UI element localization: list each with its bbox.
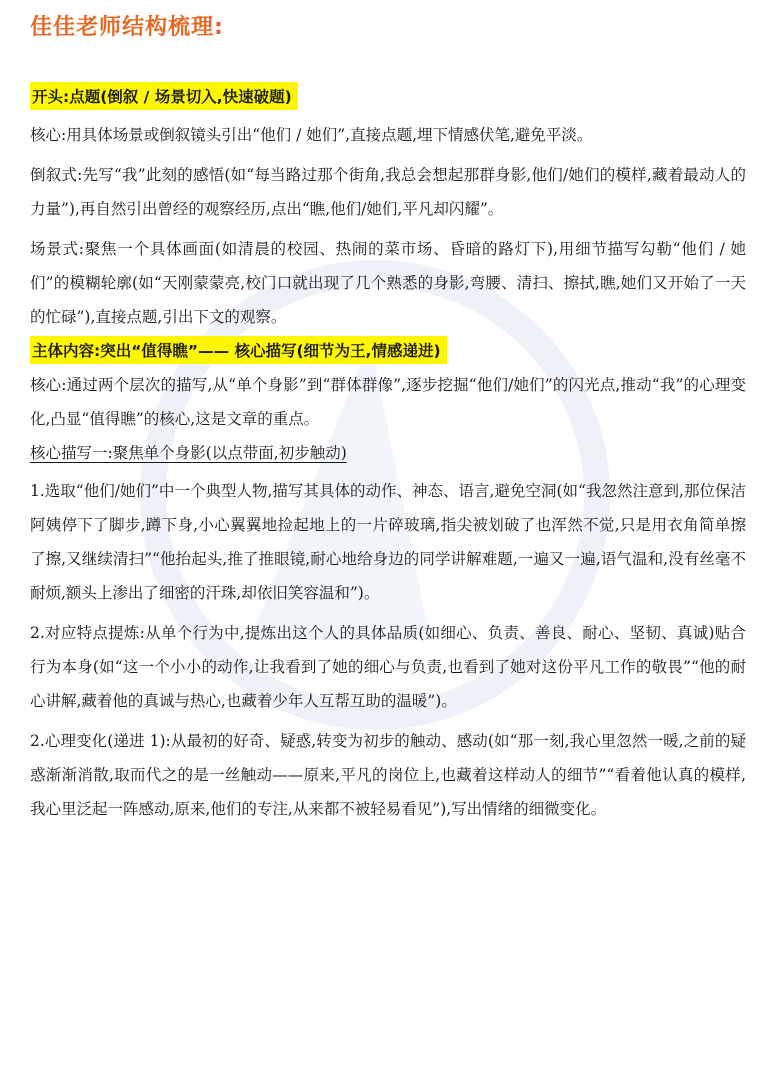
paragraph: 场景式:聚焦一个具体画面(如清晨的校园、热闹的菜市场、昏暗的路灯下),用细节描写勾勒“他们 / 她们”的模糊轮廓(如“天刚蒙蒙亮,校门口就出现了几个熟悉的身影,弯腰、清扫、擦拭,瞧,她们又开始了一天的忙碌”),直接点题,引出下文的观察。 — [30, 240, 746, 326]
section-body — [30, 336, 746, 826]
list-item: 2.心理变化(递进 1):从最初的好奇、疑惑,转变为初步的触动、感动(如“那一刻,我心里忽然一暖,之前的疑惑渐渐消散,取而代之的是一丝触动——原来,平凡的岗位上,也藏着这样动人的细节”“看着他认真的模样,我心里泛起一阵感动,原来,他们的专注,从来都不被轻易看见”),写出情绪的细微变化。 — [30, 732, 746, 818]
page-title: 佳佳老师结构梳理: — [30, 15, 224, 40]
list-item: 1.选取“他们/她们”中一个典型人物,描写其具体的动作、神态、语言,避免空洞(如“我忽然注意到,那位保洁阿姨停下了脚步,蹲下身,小心翼翼地捡起地上的一片碎玻璃,指尖被划破了也浑然不觉,只是用衣角简单擦了擦,又继续清扫”“他抬起头,推了推眼镜,耐心地给身边的同学讲解难题,一遍又一遍,语气温和,没有丝毫不耐烦,额头上渗出了细密的汗珠,却依旧笑容温和”)。 — [30, 482, 746, 602]
section-opening — [30, 82, 746, 334]
paragraph: 倒叙式:先写“我”此刻的感悟(如“每当路过那个街角,我总会想起那群身影,他们/她们的模样,藏着最动人的力量”),再自然引出曾经的观察经历,点出“瞧,他们/她们,平凡却闪耀”。 — [30, 166, 746, 218]
section-heading: 主体内容:突出“值得瞧”—— 核心描写(细节为王,情感递进) — [30, 336, 447, 364]
paragraph: 核心:用具体场景或倒叙镜头引出“他们 / 她们”,直接点题,埋下情感伏笔,避免平淡。 — [30, 126, 593, 144]
section-heading: 开头:点题(倒叙 / 场景切入,快速破题) — [30, 82, 298, 110]
sub-heading: 核心描写一:聚焦单个身影(以点带面,初步触动) — [30, 444, 347, 462]
document-body — [30, 76, 746, 826]
list-item: 2.对应特点提炼:从单个行为中,提炼出这个人的具体品质(如细心、负责、善良、耐心、坚韧、真诚)贴合行为本身(如“这一个小小的动作,让我看到了她的细心与负责,也看到了她对这份平凡工作的敬畏”“他的耐心讲解,藏着他的真诚与热心,也藏着少年人互帮互助的温暖”)。 — [30, 624, 746, 710]
paragraph: 核心:通过两个层次的描写,从“单个身影”到“群体群像”,逐步挖掘“他们/她们”的闪光点,推动“我”的心理变化,凸显“值得瞧”的核心,这是文章的重点。 — [30, 376, 746, 428]
